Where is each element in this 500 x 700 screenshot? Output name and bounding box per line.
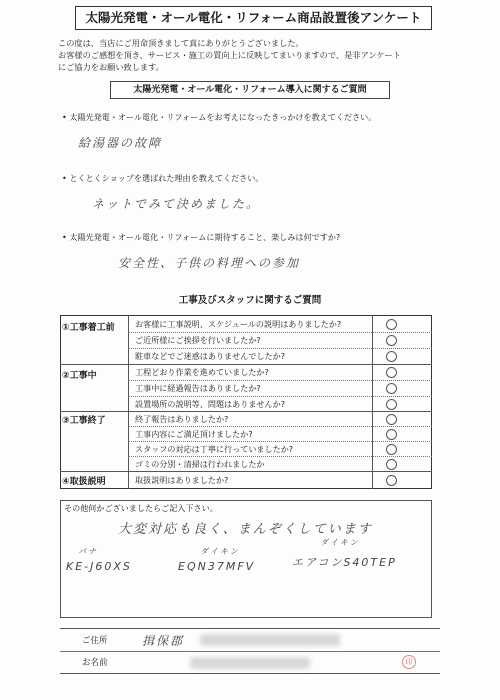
table-row: 駐車などでご迷惑はありませんでしたか? — [135, 351, 285, 361]
answer-2: ネットでみて決めました。 — [92, 197, 261, 211]
note-2-model: EQN37MFV — [178, 560, 256, 573]
answer-1: 給湯器の故障 — [78, 136, 163, 150]
answer-circle-mark — [386, 475, 397, 486]
answer-circle-mark — [386, 383, 397, 394]
answer-circle-mark — [386, 444, 397, 455]
intro-line-2: お客様のご感想を頂き、サービス・施工の質向上に反映してまいりますので、是非アンケート — [58, 50, 401, 60]
section-heading-intro: 太陽光発電・オール電化・リフォーム導入に関するご質問 — [110, 81, 390, 99]
note-2-brand: ダイキン — [200, 547, 240, 556]
note-3-model: エアコンS40TEP — [292, 556, 397, 569]
answer-circle-mark — [386, 414, 397, 425]
section-heading-construction: 工事及びスタッフに関するご質問 — [178, 295, 322, 306]
row-divider — [128, 332, 432, 333]
address-row — [60, 629, 440, 652]
row-divider — [128, 456, 432, 457]
intro-line-3: にご協力をお願い致します。 — [58, 62, 164, 72]
row-divider — [128, 396, 432, 397]
group-divider — [60, 364, 432, 365]
row-divider — [128, 426, 432, 427]
category-finish: ③工事終了 — [62, 416, 106, 426]
comments-text: 大変対応も良く、まんぞくしています — [118, 522, 373, 537]
redacted-address — [200, 634, 340, 646]
table-row: 設置場所の説明等、問題はありませんか? — [135, 399, 285, 409]
page-title: 太陽光発電・オール電化・リフォーム商品設置後アンケート — [75, 6, 432, 30]
row-divider — [128, 348, 432, 349]
table-row: ご近所様にご挨拶を行いましたか? — [135, 335, 261, 345]
category-during: ②工事中 — [62, 371, 97, 381]
table-row: 工程どおり作業を進めていましたか? — [135, 367, 269, 377]
address-label: ご住所 — [82, 636, 108, 646]
contact-block — [60, 628, 440, 674]
category-before: ①工事着工前 — [62, 323, 115, 333]
row-divider — [128, 380, 432, 381]
question-1-text: 太陽光発電・オール電化・リフォームをお考えになったきっかけを教えてください。 — [69, 112, 377, 122]
answer-circle-mark — [386, 429, 397, 440]
question-3: • 太陽光発電・オール電化・リフォームに期待すること、楽しみは何ですか? — [62, 232, 341, 242]
question-1: • 太陽光発電・オール電化・リフォームをお考えになったきっかけを教えてください。 — [62, 112, 377, 122]
group-divider — [60, 471, 432, 472]
address-value: 揖保郡 — [142, 634, 185, 648]
intro-line-1: この度は、当店にご用命頂きまして真にありがとうございました。 — [58, 38, 304, 48]
name-row — [60, 651, 440, 673]
table-row: お客様に工事説明、スケジュールの説明はありましたか? — [135, 319, 342, 329]
note-3-brand: ダイキン — [320, 538, 360, 547]
table-row: 取扱説明はありましたか? — [135, 475, 229, 485]
table-row: スタッフの対応は丁寧に行っていましたか? — [135, 444, 294, 454]
answer-circle-mark — [386, 367, 397, 378]
answer-circle-mark — [386, 351, 397, 362]
table-row: 工事内容にご満足頂けましたか? — [135, 429, 253, 439]
note-1-brand: パナ — [78, 547, 98, 556]
answer-circle-mark — [386, 399, 397, 410]
category-instructions: ④取扱説明 — [62, 477, 106, 487]
table-divider — [128, 315, 129, 489]
question-3-text: 太陽光発電・オール電化・リフォームに期待すること、楽しみは何ですか? — [69, 232, 341, 242]
question-2: • とくとくショップを選ばれた理由を教えてください。 — [62, 173, 264, 183]
name-label: お名前 — [82, 658, 108, 668]
comments-label: その他何かございましたらご記入下さい。 — [64, 503, 218, 513]
answer-circle-mark — [386, 335, 397, 346]
answer-circle-mark — [386, 459, 397, 470]
table-row: 終了報告はありましたか? — [135, 414, 229, 424]
seal-mark: 印 — [402, 655, 416, 669]
table-row: ゴミの分別・清掃は行われましたか — [135, 459, 265, 469]
note-1-model: KE-J60XS — [66, 560, 132, 573]
row-divider — [128, 441, 432, 442]
table-row: 工事中に経過報告はありましたか? — [135, 383, 261, 393]
redacted-name — [190, 657, 310, 669]
answer-circle-mark — [386, 319, 397, 330]
question-2-text: とくとくショップを選ばれた理由を教えてください。 — [69, 173, 264, 183]
group-divider — [60, 411, 432, 412]
answer-3: 安全性、子供の料理への参加 — [118, 256, 301, 270]
